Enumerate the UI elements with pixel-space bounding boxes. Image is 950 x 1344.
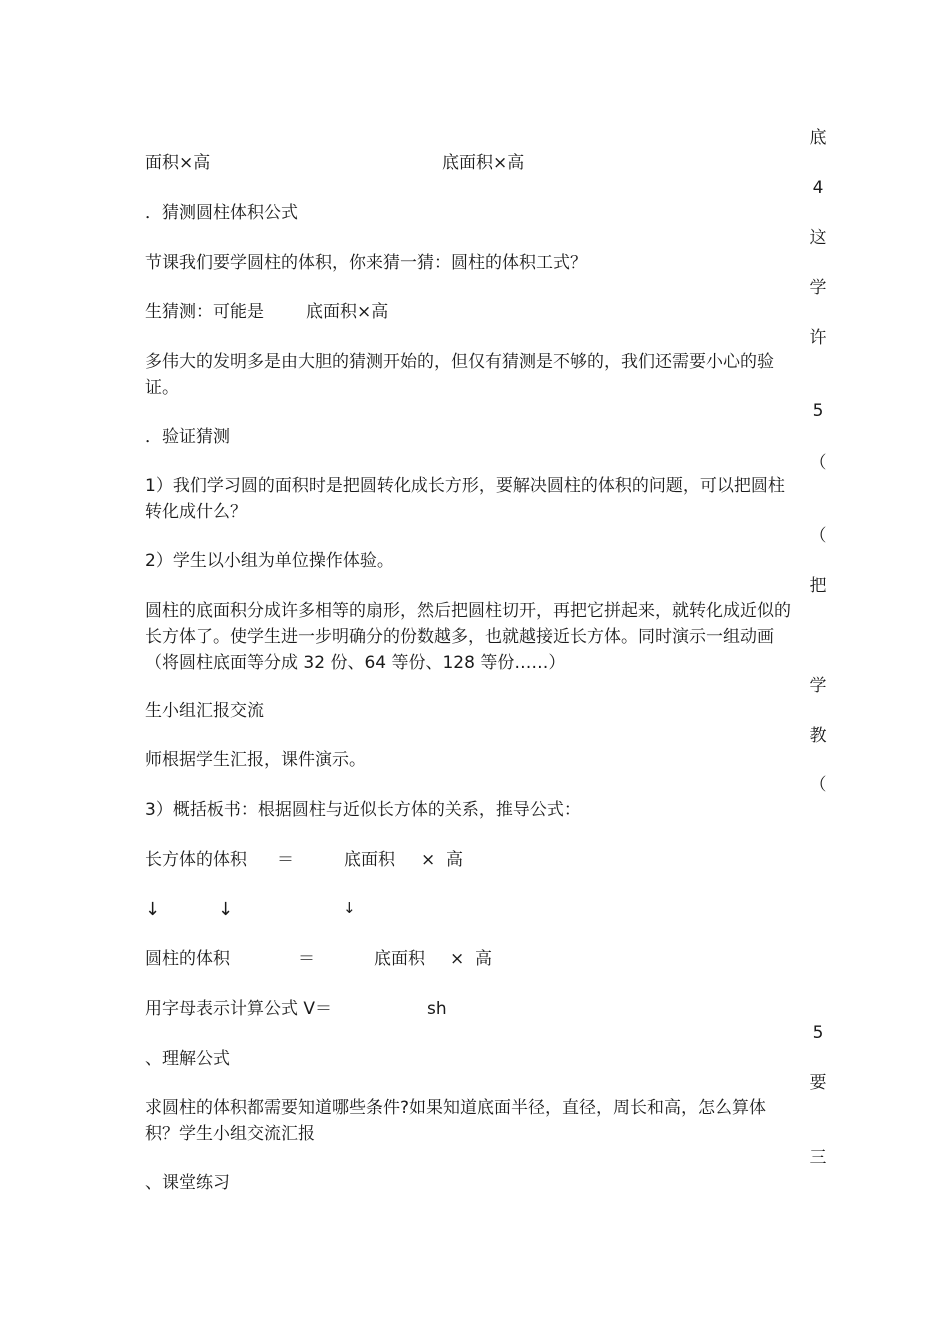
side-column-char: （ xyxy=(809,775,827,795)
formula-fragment-right: 底面积×高 xyxy=(442,153,525,173)
side-column-char: 这 xyxy=(809,228,827,248)
understand-paragraph: 求圆柱的体积都需要知道哪些条件?如果知道底面半径，直径，周长和高，怎么算体积？学生小组交流汇报 xyxy=(145,1098,767,1144)
letter-formula-label: 用字母表示计算公式 V＝ xyxy=(145,999,333,1019)
formula-height-1: 高 xyxy=(446,850,463,870)
side-column-char: 4 xyxy=(812,178,824,198)
step1-paragraph: 1）我们学习圆的面积时是把圆转化成长方形，要解决圆柱的体积的问题，可以把圆柱转化成什么？ xyxy=(145,476,785,522)
section-heading-guess: ．猜测圆柱体积公式 xyxy=(145,203,298,223)
student-guess-label: 生猜测：可能是 xyxy=(145,302,264,322)
section-heading-verify: ．验证猜测 xyxy=(145,427,230,447)
formula-fragment-left: 面积×高 xyxy=(145,153,211,173)
side-column-char: 三 xyxy=(809,1148,827,1168)
step2-paragraph: 2）学生以小组为单位操作体验。 xyxy=(145,551,394,571)
arrow-down-icon: ↓ xyxy=(145,899,161,920)
arrow-down-icon: ↓ xyxy=(218,899,234,920)
remark-paragraph: 多伟大的发明多是由大胆的猜测开始的，但仅有猜测是不够的，我们还需要小心的验证。 xyxy=(145,352,774,398)
section-heading-understand: 、理解公式 xyxy=(145,1049,230,1069)
guess-intro-paragraph: 节课我们要学圆柱的体积，你来猜一猜：圆柱的体积工式？ xyxy=(145,253,587,273)
letter-formula-value: sh xyxy=(427,999,447,1019)
formula-cuboid-volume: 长方体的体积 xyxy=(145,850,247,870)
side-column-char: 把 xyxy=(809,576,827,596)
side-column-char: 学 xyxy=(809,676,827,696)
side-column-char: 教 xyxy=(809,726,827,746)
side-column-char: （ xyxy=(809,453,827,473)
formula-base-area-1: 底面积 xyxy=(344,850,395,870)
teacher-demo-paragraph: 师根据学生汇报，课件演示。 xyxy=(145,750,366,770)
formula-equals-1: ＝ xyxy=(277,850,294,870)
step3-paragraph: 3）概括板书：根据圆柱与近似长方体的关系，推导公式： xyxy=(145,800,581,820)
group-report-paragraph: 生小组汇报交流 xyxy=(145,701,264,721)
formula-times-1: × xyxy=(421,850,436,870)
side-column-char: 5 xyxy=(812,401,824,421)
section-heading-practice: 、课堂练习 xyxy=(145,1173,230,1193)
student-guess-value: 底面积×高 xyxy=(306,302,389,322)
formula-base-area-2: 底面积 xyxy=(374,949,425,969)
formula-height-2: 高 xyxy=(475,949,492,969)
side-column-char: 学 xyxy=(809,278,827,298)
side-column-char: 许 xyxy=(809,328,827,348)
side-column-char: （ xyxy=(809,526,827,546)
side-column-char: 底 xyxy=(809,128,827,148)
formula-equals-2: ＝ xyxy=(298,949,315,969)
formula-times-2: × xyxy=(450,949,465,969)
arrow-down-icon: ↓ xyxy=(343,899,356,917)
side-column-char: 5 xyxy=(812,1023,824,1043)
formula-cylinder-volume: 圆柱的体积 xyxy=(145,949,230,969)
side-column-char: 要 xyxy=(809,1073,827,1093)
step2-detail-paragraph: 圆柱的底面积分成许多相等的扇形，然后把圆柱切开，再把它拼起来，就转化成近似的长方体了。使学生进一步明确分的份数越多，也就越接近长方体。同时演示一组动画（将圆柱底面等分成 32 份、64 等份、128 等份……） xyxy=(145,601,791,673)
